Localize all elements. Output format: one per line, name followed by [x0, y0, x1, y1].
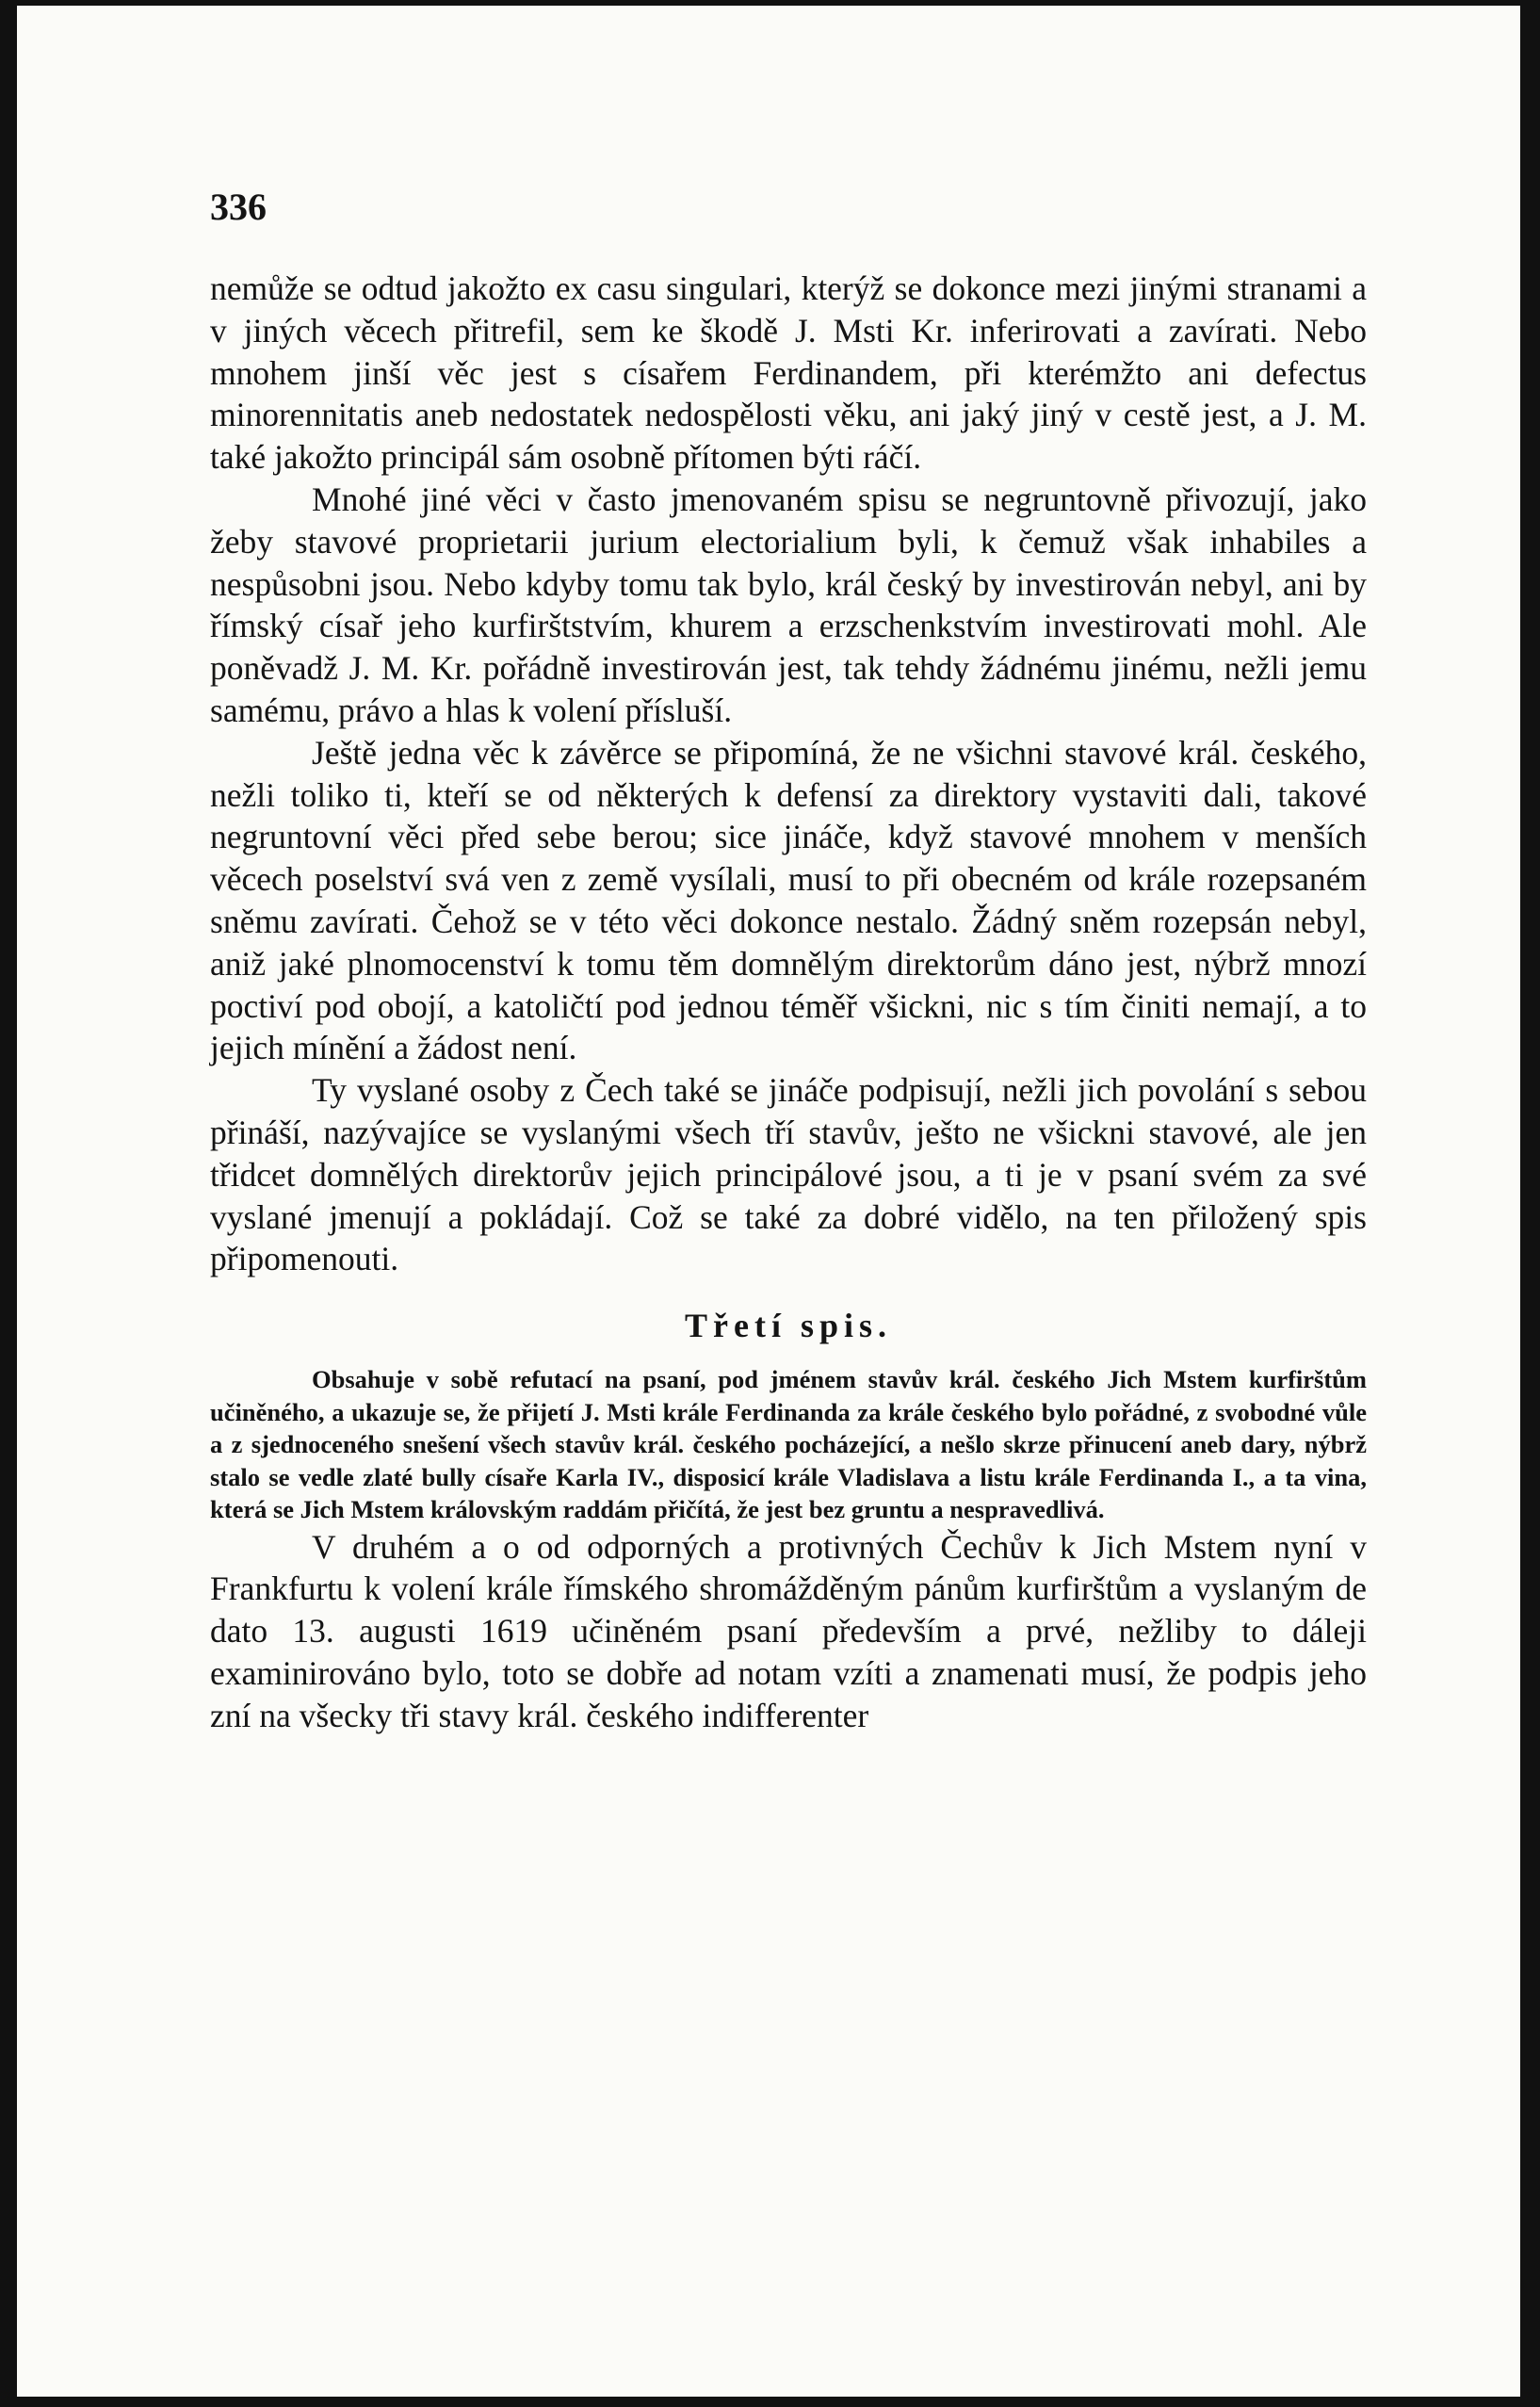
paragraph: Ty vyslané osoby z Čech také se jináče podpisují, nežli jich povolání s sebou přináší, nazývajíce se vyslanými všech tří stavův, ješto ne všickni stavové, ale jen třidcet domnělých direktorův jejich principálové jsou, a ti je v psaní svém za své vyslané jmenují a pokládají. Což se také za dobré vidělo, na ten přiložený spis připomenouti.: [210, 1071, 1367, 1278]
section-summary: Obsahuje v sobě refutací na psaní, pod jménem stavův král. českého Jich Mstem kurfirštům učiněného, a ukazuje se, že přijetí J. Msti krále Ferdinanda za krále českého bylo pořádné, z svobodné vůle a z sjednoceného snešení všech stavův král. českého pocházející, a nešlo skrze přinucení aneb dary, nýbrž stalo se vedle zlaté bully císaře Karla IV., disposicí krále Vladislava a listu krále Ferdinanda I., a ta vina, která se Jich Mstem královským raddám přičítá, že jest bez gruntu a nespravedlivá.: [210, 1365, 1367, 1524]
paragraph: Ještě jedna věc k závěrce se připomíná, že ne všichni stavové král. českého, nežli toliko ti, kteří se od některých k defensí za direktory vystaviti dali, takové negruntovní věci před sebe berou; sice jináče, když stavové mnohem v menších věcech poselství svá ven z země vysílali, musí to při obecném od krále rozepsaném sněmu zavírati. Čehož se v této věci dokonce nestalo. Žádný sněm rozepsán nebyl, aniž jaké plnomocenství k tomu těm domnělým direktorům dáno jest, nýbrž mnozí poctiví pod obojí, a katoličtí pod jednou téměř všickni, nic s tím činiti nemají, a to jejich mínění a žádost není.: [210, 733, 1367, 1067]
paragraph: V druhém a o od odporných a protivných Čechův k Jich Mstem nyní v Frankfurtu k volení krále římského shromážděným pánům kurfirštům a vyslaným de dato 13. augusti 1619 učiněném psaní především a prvé, nežliby to dáleji examinirováno bylo, toto se dobře ad notam vzíti a znamenati musí, že podpis jeho zní na všecky tři stavy král. českého indifferenter: [210, 1527, 1367, 1734]
page-number: 336: [210, 186, 267, 228]
book-page: [17, 6, 1520, 2397]
page-body: [210, 268, 1367, 1737]
paragraph: Mnohé jiné věci v často jmenovaném spisu se negruntovně přivozují, jako žeby stavové proprietarii jurium electorialium byli, k čemuž však inhabiles a nespůsobni jsou. Nebo kdyby tomu tak bylo, král český by investirován nebyl, ani by římský císař jeho kurfirštstvím, khurem a erzschenkstvím investirovati mohl. Ale poněvadž J. M. Kr. pořádně investirován jest, tak tehdy žádnému jinému, nežli jemu samému, právo a hlas k volení přísluší.: [210, 480, 1367, 729]
section-title: Třetí spis.: [684, 1307, 892, 1345]
paragraph-continued: nemůže se odtud jakožto ex casu singulari, kterýž se dokonce mezi jinými stranami a v jiných věcech přitrefil, sem ke škodě J. Msti Kr. inferirovati a zavírati. Nebo mnohem jinší věc jest s císařem Ferdinandem, při kterémžto ani defectus minorennitatis aneb nedostatek nedospělosti věku, ani jaký jiný v cestě jest, a J. M. také jakožto principál sám osobně přítomen býti ráčí.: [210, 269, 1367, 477]
